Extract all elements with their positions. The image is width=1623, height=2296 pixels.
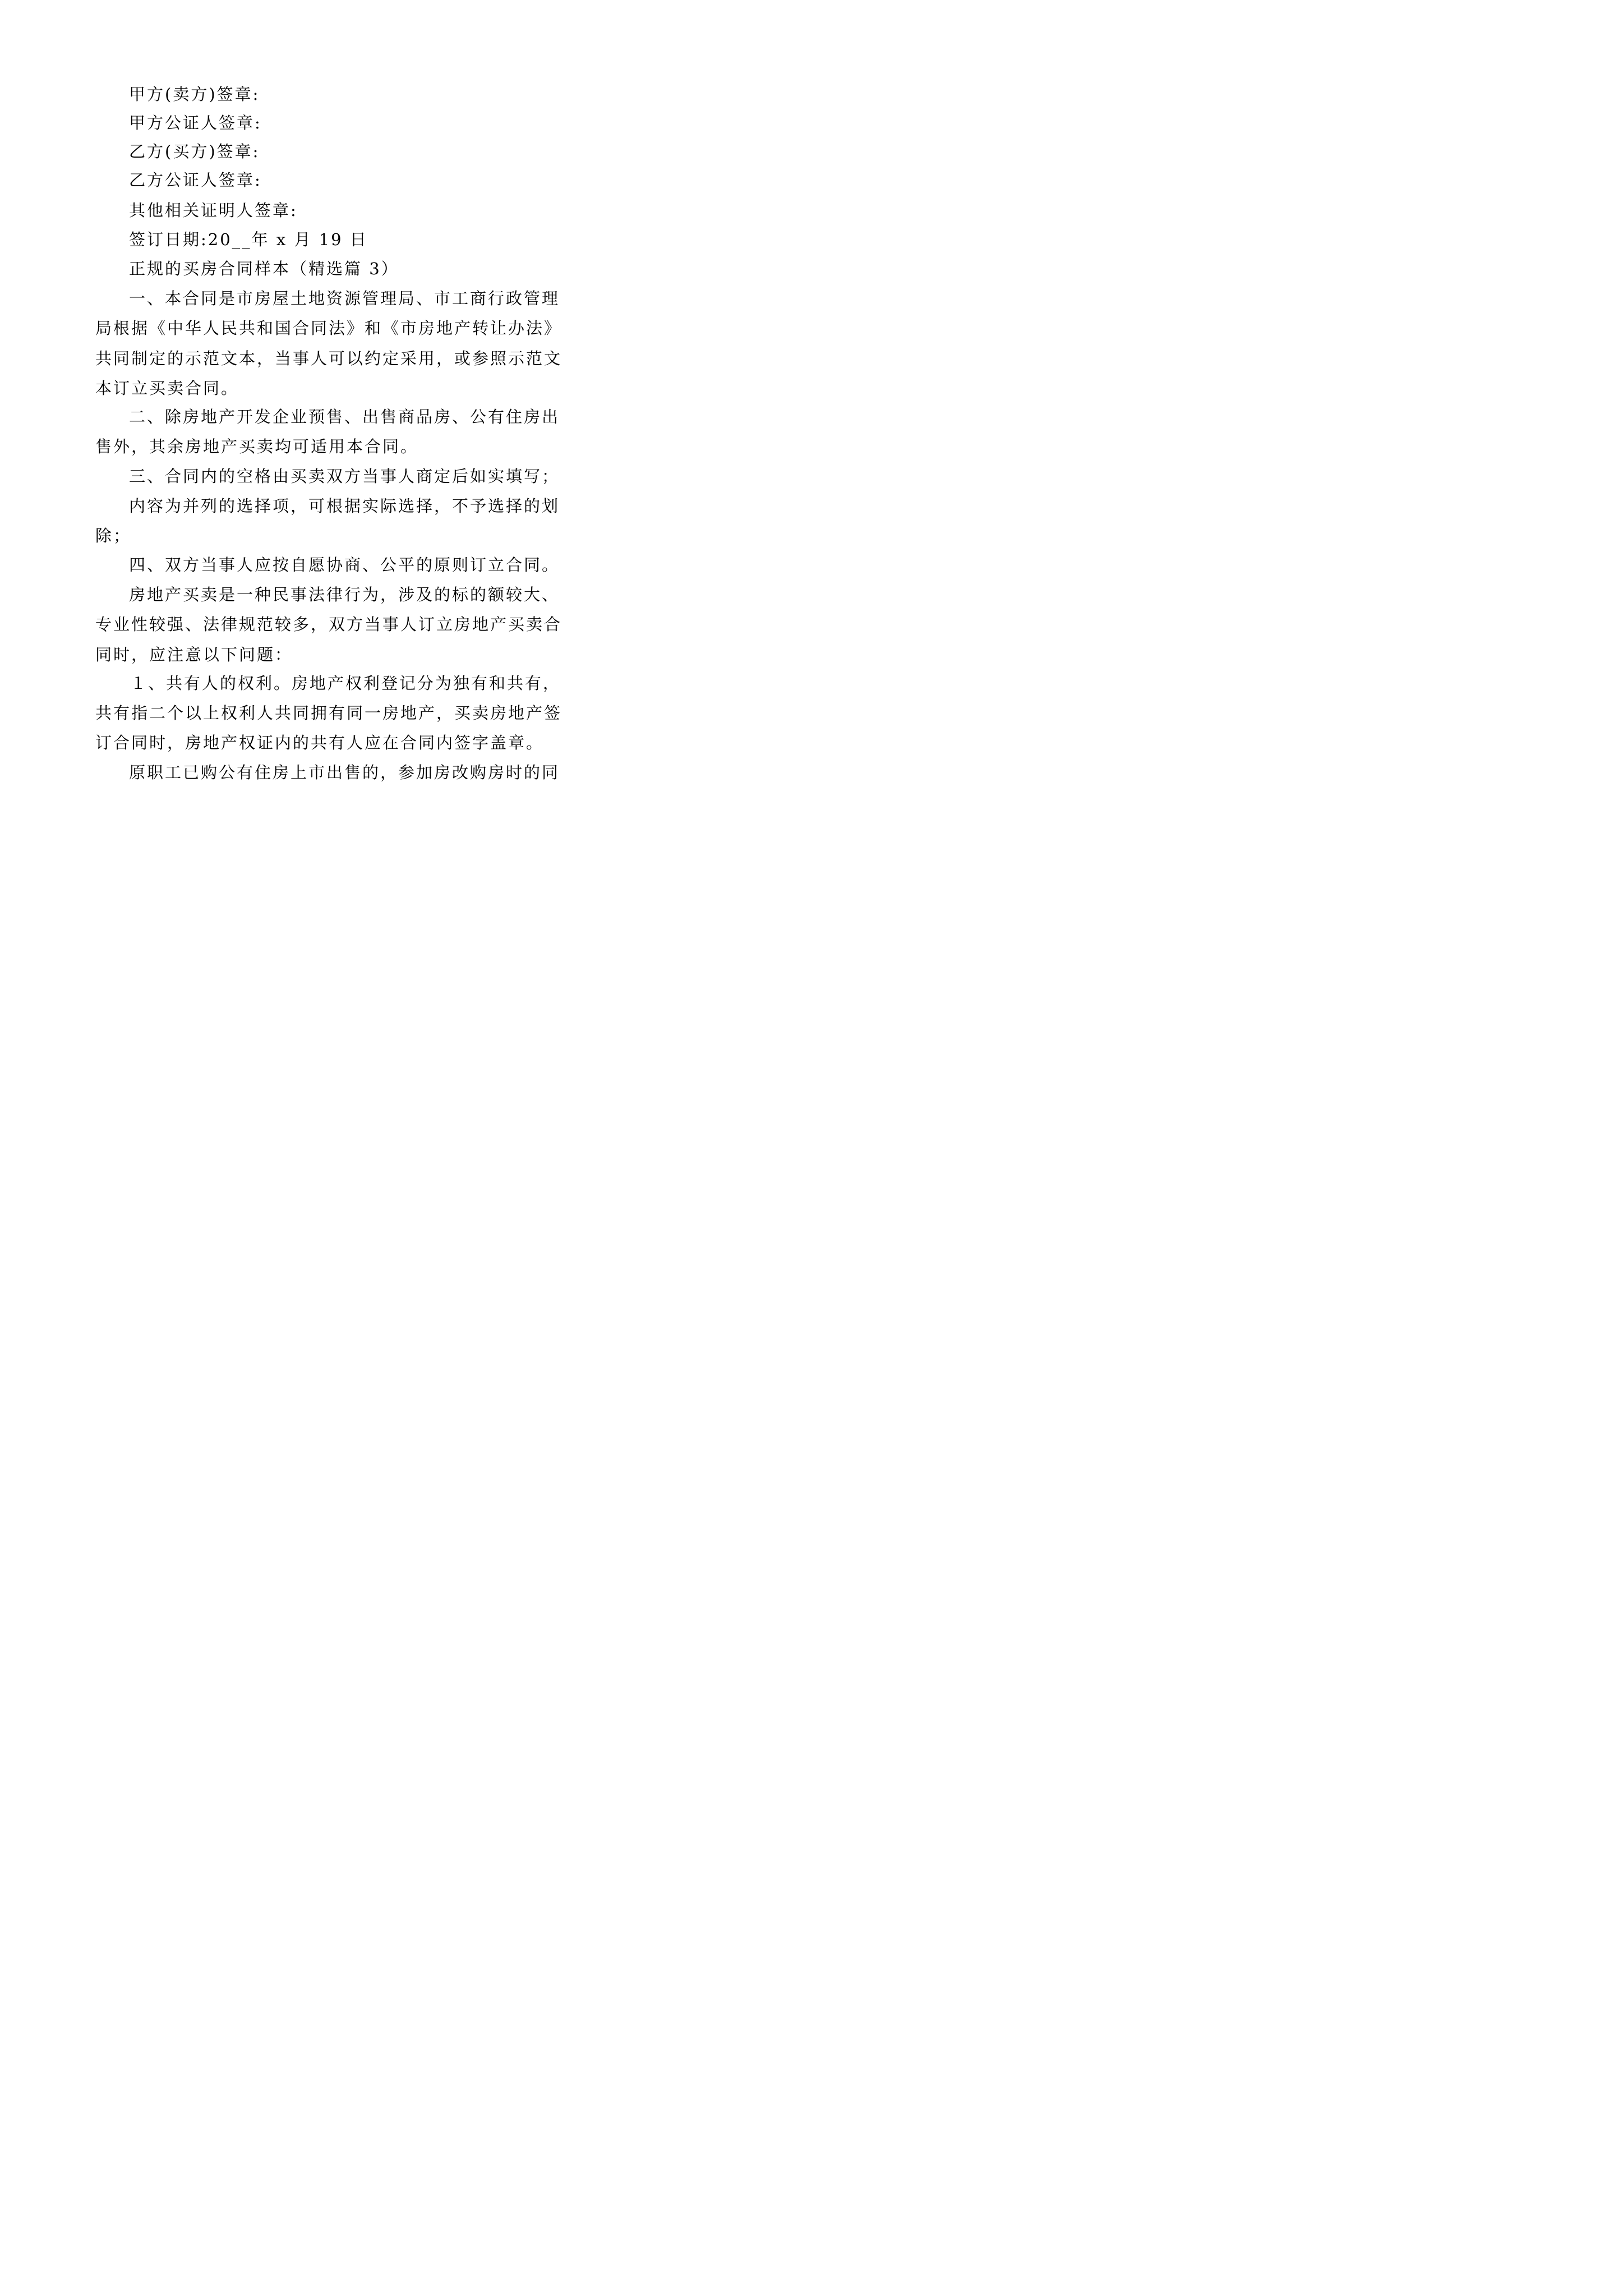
section-heading: 正规的买房合同样本（精选篇 3） bbox=[129, 259, 399, 278]
paragraph-line: 本订立买卖合同。 bbox=[95, 379, 239, 398]
paragraph-line: 一、本合同是市房屋土地资源管理局、市工商行政管理 bbox=[129, 289, 560, 308]
buyer-signature-line: 乙方(买方)签章: bbox=[129, 142, 260, 161]
paragraph-line: 除； bbox=[95, 526, 132, 545]
paragraph-line: 三、合同内的空格由买卖双方当事人商定后如实填写； bbox=[129, 467, 560, 486]
paragraph-line: 共同制定的示范文本，当事人可以约定采用，或参照示范文 bbox=[95, 349, 562, 368]
paragraph-line: 房地产买卖是一种民事法律行为，涉及的标的额较大、 bbox=[129, 585, 560, 604]
paragraph-line: 原职工已购公有住房上市出售的，参加房改购房时的同 bbox=[129, 763, 560, 782]
buyer-notary-signature-line: 乙方公证人签章: bbox=[129, 171, 262, 190]
paragraph-line: 同时，应注意以下问题： bbox=[95, 645, 293, 664]
paragraph-line: 专业性较强、法律规范较多，双方当事人订立房地产买卖合 bbox=[95, 615, 562, 634]
paragraph-line: 订合同时，房地产权证内的共有人应在合同内签字盖章。 bbox=[95, 733, 545, 752]
document-page bbox=[0, 0, 628, 889]
seller-signature-line: 甲方(卖方)签章: bbox=[129, 85, 260, 104]
paragraph-line: １、共有人的权利。房地产权利登记分为独有和共有， bbox=[130, 674, 561, 693]
paragraph-line: 二、除房地产开发企业预售、出售商品房、公有住房出 bbox=[129, 407, 560, 426]
seller-notary-signature-line: 甲方公证人签章: bbox=[129, 113, 262, 132]
witness-signature-line: 其他相关证明人签章: bbox=[129, 201, 298, 220]
paragraph-line: 四、双方当事人应按自愿协商、公平的原则订立合同。 bbox=[129, 555, 560, 574]
paragraph-line: 售外，其余房地产买卖均可适用本合同。 bbox=[95, 437, 419, 456]
paragraph-line: 局根据《中华人民共和国合同法》和《市房地产转让办法》 bbox=[95, 319, 562, 338]
signing-date-line: 签订日期:20__年 x 月 19 日 bbox=[129, 230, 368, 249]
paragraph-line: 共有指二个以上权利人共同拥有同一房地产，买卖房地产签 bbox=[95, 703, 562, 723]
paragraph-line: 内容为并列的选择项，可根据实际选择，不予选择的划 bbox=[129, 496, 560, 516]
